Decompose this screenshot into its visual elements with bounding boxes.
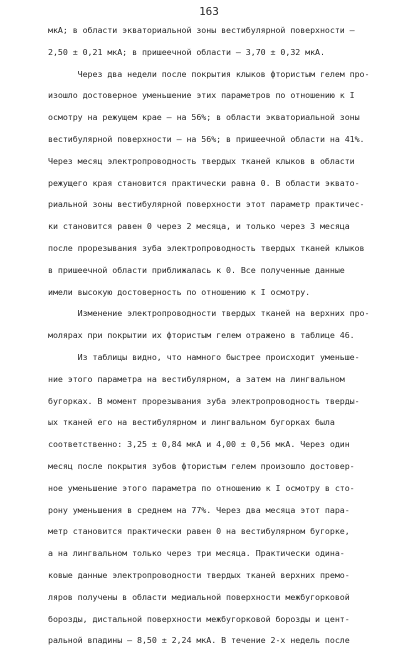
body-text [48, 20, 369, 652]
text-line: а на лингвальном только через три месяца. Практически одина- [48, 548, 345, 559]
text-line: ральной впадины – 8,50 ± 2,24 мкА. В течение 2-х недель после [48, 635, 350, 646]
text-line: ляров получены в области медиальной поверхности межбугорковой [48, 591, 350, 602]
text-line: Из таблицы видно, что намного быстрее происходит уменьше- [48, 351, 360, 362]
text-line: в пришеечной области приближалась к 0. Все полученные данные [48, 264, 345, 275]
text-line: 2,50 ± 0,21 мкА; в пришеечной области – 3,70 ± 0,32 мкА. [48, 46, 325, 57]
text-line: после прорезывания зуба электропроводность твердых тканей клыков [48, 242, 365, 253]
text-line: ное уменьшение этого параметра по отношению к I осмотру в сто- [48, 482, 355, 493]
text-line: осмотру на режущем крае – на 56%; в области экваториальной зоны [48, 112, 360, 123]
text-line: вестибулярной поверхности – на 56%; в пришеечной области на 41%. [48, 133, 365, 144]
text-line: ние этого параметра на вестибулярном, а затем на лингвальном [48, 373, 345, 384]
text-line: месяц после покрытия зубов фтористым гелем произошло достовер- [48, 460, 355, 471]
text-line: Изменение электропроводности твердых тканей на верхних про- [48, 308, 370, 319]
text-line: ых тканей его на вестибулярном и лингвальном бугорках была [48, 417, 335, 428]
text-line: рону уменьшения в среднем на 77%. Через два месяца этот пара- [48, 504, 350, 515]
text-line: риальной зоны вестибулярной поверхности этот параметр практичес- [48, 199, 365, 210]
text-line: ковые данные электропроводности твердых тканей верхних премо- [48, 569, 350, 580]
text-line: ки становится равен 0 через 2 месяца, и только через 3 месяца [48, 221, 350, 232]
text-line: Через месяц электропроводность твердых тканей клыков в области [48, 155, 355, 166]
text-line: соответственно: 3,25 ± 0,84 мкА и 4,00 ± 0,56 мкА. Через один [48, 439, 350, 450]
text-line: молярах при покрытии их фтористым гелем отражено в таблице 46. [48, 330, 355, 341]
text-line: изошло достоверное уменьшение этих параметров по отношению к I [48, 90, 355, 101]
text-line: имели высокую достоверность по отношению к I осмотру. [48, 286, 311, 297]
text-line: Через два недели после покрытия клыков фтористым гелем про- [48, 68, 370, 79]
text-line: бугорках. В момент прорезывания зуба электропроводность тверды- [48, 395, 360, 406]
page-number: 163 [199, 5, 219, 18]
text-line: борозды, дистальной поверхности межбугорковой борозды и цент- [48, 613, 350, 624]
text-line: режущего края становится практически равна 0. В области эквато- [48, 177, 360, 188]
text-line: мкА; в области экваториальной зоны вестибулярной поверхности – [48, 25, 355, 35]
text-line: метр становится практически равен 0 на вестибулярном бугорке, [48, 526, 350, 537]
